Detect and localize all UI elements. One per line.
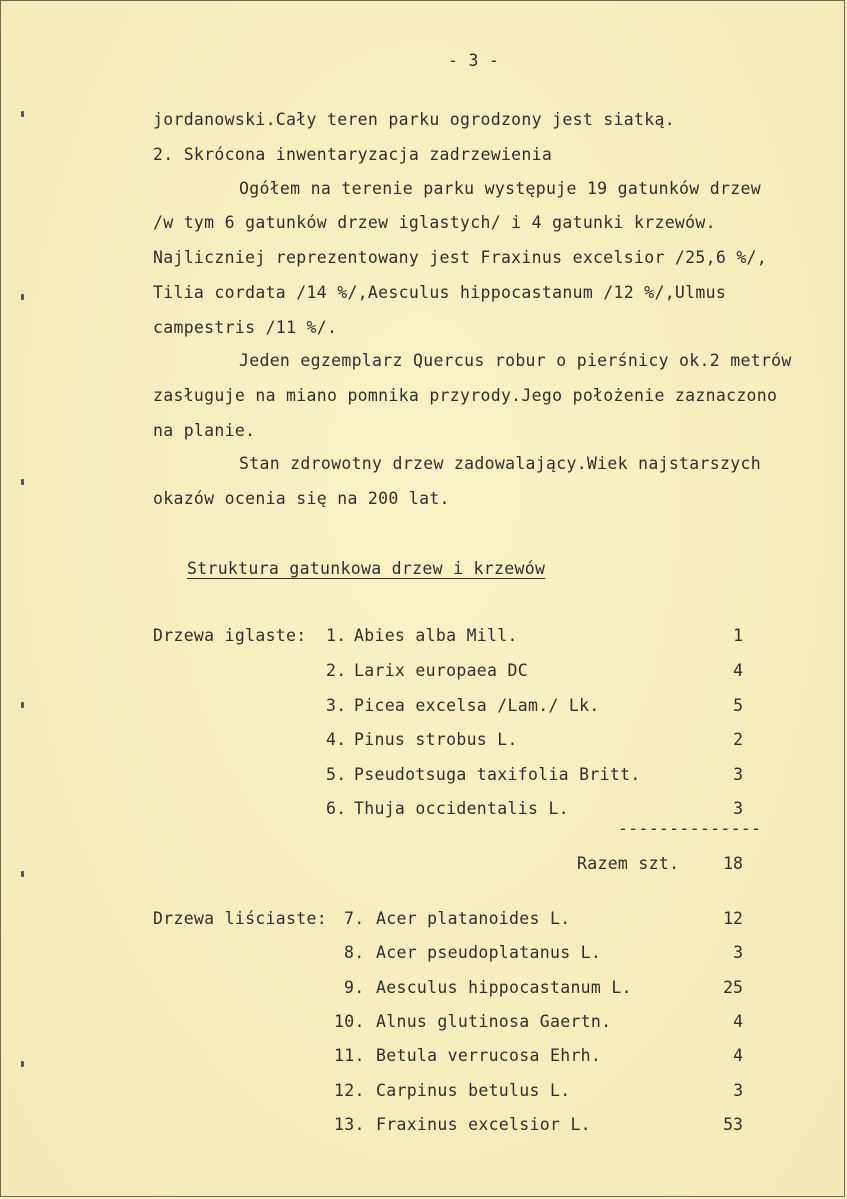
species-name: Acer platanoides L. <box>376 909 571 928</box>
species-count: 3 <box>733 943 743 962</box>
species-name: Larix europaea DC <box>354 661 528 680</box>
punch-mark <box>21 1061 24 1067</box>
punch-mark <box>21 871 24 877</box>
category-label: Drzewa liściaste: <box>153 909 327 928</box>
category-label: Drzewa iglaste: <box>153 626 307 645</box>
list-item-number: 12. <box>334 1081 365 1100</box>
punch-mark <box>21 111 24 117</box>
paragraph-line: Ogółem na terenie parku występuje 19 gatunków drzew <box>239 179 761 198</box>
list-item-number: 6. <box>326 799 347 818</box>
species-count: 12 <box>723 909 743 928</box>
list-item-number: 5. <box>326 765 347 784</box>
species-name: Alnus glutinosa Gaertn. <box>376 1012 612 1031</box>
paragraph-line: Jeden egzemplarz Quercus robur o pierśnicy ok.2 metrów <box>239 351 792 370</box>
species-name: Pinus strobus L. <box>354 730 518 749</box>
species-name: Fraxinus excelsior L. <box>376 1115 591 1134</box>
paragraph-line: okazów ocenia się na 200 lat. <box>153 489 450 508</box>
paragraph-line: na planie. <box>153 421 256 440</box>
total-separator: -------------- <box>618 819 762 838</box>
list-item-number: 7. <box>344 909 365 928</box>
list-item-number: 3. <box>326 696 347 715</box>
species-count: 4 <box>733 661 743 680</box>
paragraph-line: Stan zdrowotny drzew zadowalający.Wiek najstarszych <box>239 454 761 473</box>
list-item-number: 2. <box>326 661 347 680</box>
species-count: 4 <box>733 1012 743 1031</box>
species-name: Acer pseudoplatanus L. <box>376 943 602 962</box>
total-value: 18 <box>723 854 743 873</box>
page-number: - 3 - <box>448 51 500 70</box>
list-item-number: 10. <box>334 1012 365 1031</box>
species-name: Picea excelsa /Lam./ Lk. <box>354 696 600 715</box>
paragraph-line: Najliczniej reprezentowany jest Fraxinus excelsior /25,6 %/, <box>153 248 768 267</box>
species-name: Aesculus hippocastanum L. <box>376 978 632 997</box>
species-count: 3 <box>733 765 743 784</box>
species-name: Pseudotsuga taxifolia Britt. <box>354 765 641 784</box>
species-count: 53 <box>723 1115 743 1134</box>
list-item-number: 11. <box>334 1046 365 1065</box>
list-item-number: 13. <box>334 1115 365 1134</box>
paragraph-line: campestris /11 %/. <box>153 318 338 337</box>
punch-mark <box>21 702 24 708</box>
species-count: 1 <box>733 626 743 645</box>
species-count: 2 <box>733 730 743 749</box>
list-item-number: 8. <box>344 943 365 962</box>
list-item-number: 1. <box>326 626 347 645</box>
species-name: Thuja occidentalis L. <box>354 799 569 818</box>
paragraph-line: Tilia cordata /14 %/,Aesculus hippocastanum /12 %/,Ulmus <box>153 283 727 302</box>
punch-mark <box>21 479 24 485</box>
table-title: Struktura gatunkowa drzew i krzewów <box>187 559 546 578</box>
species-count: 4 <box>733 1046 743 1065</box>
section-heading: 2. Skrócona inwentaryzacja zadrzewienia <box>153 145 553 164</box>
species-count: 3 <box>733 1081 743 1100</box>
paragraph-line: /w tym 6 gatunków drzew iglastych/ i 4 gatunki krzewów. <box>153 213 716 232</box>
species-count: 3 <box>733 799 743 818</box>
species-count: 5 <box>733 696 743 715</box>
paragraph-line: jordanowski.Cały teren parku ogrodzony jest siatką. <box>153 110 675 129</box>
species-name: Carpinus betulus L. <box>376 1081 571 1100</box>
list-item-number: 4. <box>326 730 347 749</box>
species-name: Betula verrucosa Ehrh. <box>376 1046 602 1065</box>
total-label: Razem szt. <box>577 854 680 873</box>
species-count: 25 <box>723 978 743 997</box>
paragraph-line: zasługuje na miano pomnika przyrody.Jego położenie zaznaczono <box>153 386 778 405</box>
list-item-number: 9. <box>344 978 365 997</box>
species-name: Abies alba Mill. <box>354 626 518 645</box>
punch-mark <box>21 294 24 300</box>
